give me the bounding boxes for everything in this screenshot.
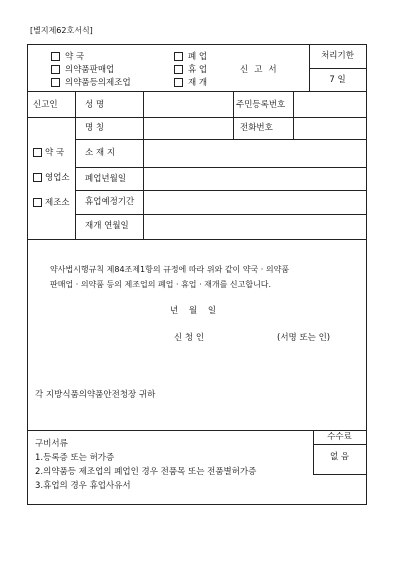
date-line: 년 월 일 (170, 306, 217, 316)
phone-label: 전화번호 (240, 123, 273, 133)
document-item-3: 3.휴업의 경우 휴업사유서 (35, 481, 131, 491)
option-suspension: 휴 업 (188, 65, 208, 75)
document-item-1: 1.등록증 또는 허가증 (35, 453, 115, 463)
grid-col-1 (75, 91, 76, 239)
fee-bottom-line (313, 474, 366, 475)
option-closure: 폐 업 (188, 52, 208, 62)
address-field[interactable] (144, 140, 366, 166)
option-drug-sales: 의약품판매업 (65, 65, 115, 75)
option-pharmacy: 약 국 (65, 52, 85, 62)
fee-label: 수수료 (327, 432, 352, 442)
phone-field[interactable] (294, 118, 366, 138)
checkbox-type-pharmacy[interactable] (33, 148, 42, 157)
closure-date-label: 폐업년월일 (85, 174, 127, 184)
reporter-label: 신고인 (33, 100, 58, 110)
suspension-period-label: 휴업예정기간 (85, 197, 135, 207)
checkbox-drug-manufacture[interactable] (51, 78, 60, 87)
statement-line-1: 약사법시행규칙 제84조제1항의 규정에 따라 위와 같이 약국 · 의약품 (50, 265, 290, 274)
checkbox-type-sales-office[interactable] (33, 173, 42, 182)
resume-date-label: 재개 연월일 (85, 221, 129, 231)
applicant-field[interactable] (212, 330, 272, 344)
option-drug-manufacture: 의약품등의제조업 (65, 78, 131, 88)
type-sales-office: 영업소 (45, 173, 70, 183)
title-label: 명 칭 (85, 123, 105, 133)
form-title: 신고서 (240, 65, 283, 75)
name-field[interactable] (144, 92, 232, 116)
applicant-label: 신 청 인 (174, 333, 205, 343)
footer-top-line (27, 430, 367, 431)
documents-label: 구비서류 (35, 439, 68, 449)
checkbox-closure[interactable] (174, 52, 183, 61)
checkbox-resume[interactable] (174, 78, 183, 87)
processing-value: 7 일 (329, 75, 346, 85)
title-field[interactable] (144, 118, 232, 138)
closure-date-field[interactable] (144, 168, 366, 189)
checkbox-pharmacy[interactable] (51, 52, 60, 61)
rrn-label: 주민등록번호 (236, 100, 286, 110)
rrn-field[interactable] (294, 92, 366, 116)
checkbox-drug-sales[interactable] (51, 65, 60, 74)
type-factory: 제조소 (45, 198, 70, 208)
form-number: [별지제62호서식] (30, 26, 93, 35)
fee-line (313, 444, 366, 445)
fee-value: 없 음 (329, 452, 350, 462)
type-pharmacy: 약 국 (45, 148, 65, 158)
processing-divider (309, 68, 366, 69)
signature-note: (서명 또는 인) (277, 333, 331, 343)
document-item-2: 2.의약품등 제조업의 폐업인 경우 전품목 또는 전품별허가증 (35, 467, 257, 477)
address-label: 소 재 지 (85, 148, 116, 158)
grid-col-3 (233, 91, 234, 139)
checkbox-suspension[interactable] (174, 65, 183, 74)
addressee: 각 지방식품의약품안전청장 귀하 (35, 390, 156, 400)
checkbox-type-factory[interactable] (33, 198, 42, 207)
grid-row-6 (27, 239, 367, 240)
statement-line-2: 판매업 · 의약품 등의 제조업의 폐업 · 휴업 · 재개를 신고합니다. (50, 280, 272, 289)
option-resume: 재 개 (188, 78, 208, 88)
resume-date-field[interactable] (144, 215, 366, 238)
suspension-period-field[interactable] (144, 191, 366, 213)
processing-label: 처리기한 (321, 51, 354, 61)
name-label: 성 명 (85, 100, 105, 110)
